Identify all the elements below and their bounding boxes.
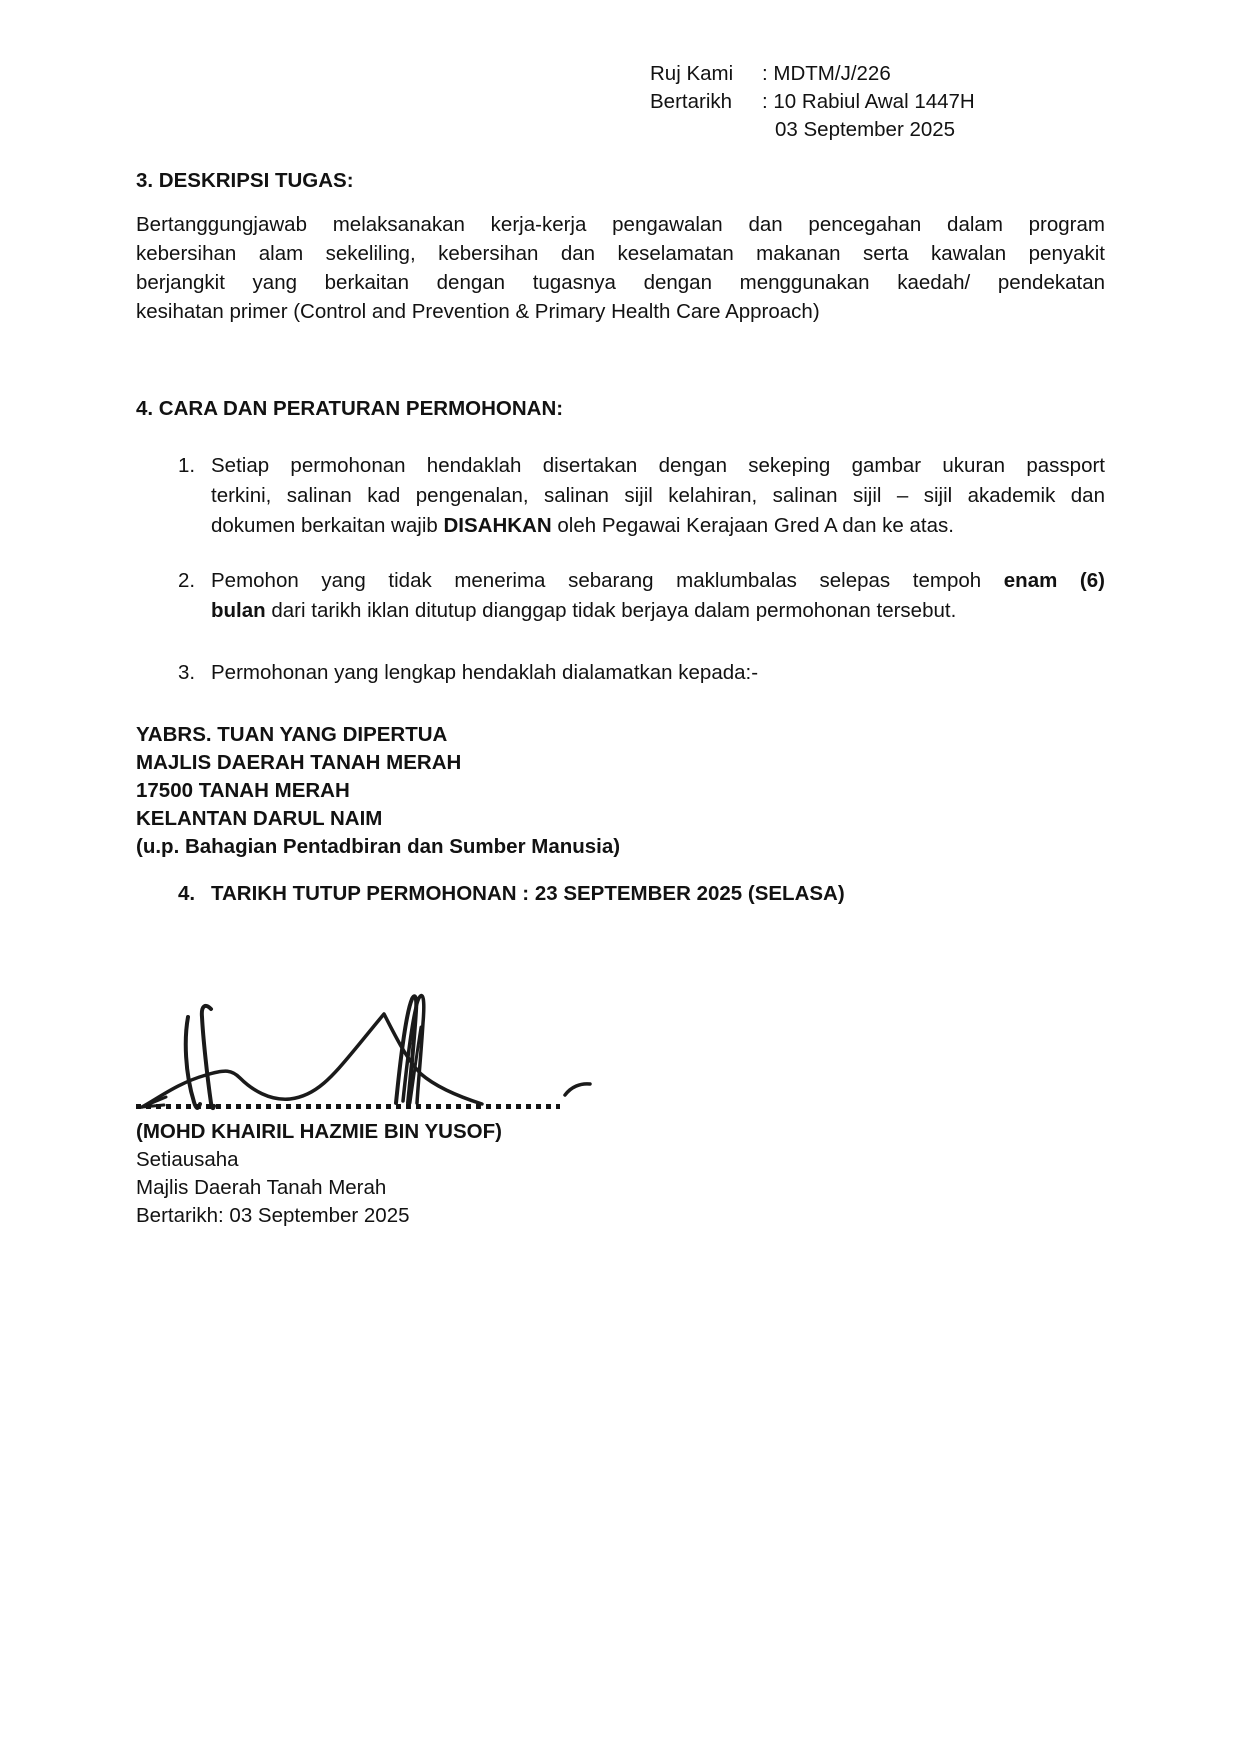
mailing-address-block — [136, 721, 1046, 861]
list-item-3-number: 3. — [178, 661, 196, 684]
list-item-3 — [136, 658, 1105, 688]
ruj-kami-row — [650, 60, 1105, 88]
list-item-2-text — [211, 566, 1105, 626]
ruj-kami-label: Ruj Kami — [650, 62, 734, 85]
text-line: terkini, salinan kad pengenalan, salinan sijil kelahiran, salinan sijil – sijil akademik dan — [211, 484, 1105, 507]
text-line: (u.p. Bahagian Pentadbiran dan Sumber Manusia) — [136, 835, 621, 858]
gregorian-date-row — [650, 116, 1105, 144]
text-line: berjangkit yang berkaitan dengan tugasnya dengan menggunakan kaedah/ pendekatan — [136, 271, 1105, 294]
signatory-block — [136, 1118, 1105, 1230]
signatory-title: Setiausaha — [136, 1148, 239, 1171]
text-line: KELANTAN DARUL NAIM — [136, 807, 383, 830]
bertarikh-row — [650, 88, 1105, 116]
text-line: kebersihan alam sekeliling, kebersihan dan keselamatan makanan serta kawalan penyakit — [136, 242, 1105, 265]
text-line: YABRS. TUAN YANG DIPERTUA — [136, 723, 448, 746]
list-item-3-text — [211, 658, 1105, 688]
gregorian-date-spacer — [650, 116, 762, 144]
list-item-2 — [136, 566, 1105, 626]
section4-heading: 4. CARA DAN PERATURAN PERMOHONAN: — [136, 397, 564, 420]
signature-area — [136, 953, 1105, 1111]
text-line: Bertanggungjawab melaksanakan kerja-kerja pengawalan dan pencegahan dalam program — [136, 213, 1105, 236]
text-line: Permohonan yang lengkap hendaklah dialamatkan kepada:- — [211, 661, 759, 684]
list-item-1-number: 1. — [178, 454, 196, 477]
text-line: dokumen berkaitan wajib DISAHKAN oleh Pegawai Kerajaan Gred A dan ke atas. — [211, 514, 954, 537]
signatory-date: Bertarikh: 03 September 2025 — [136, 1204, 410, 1227]
closing-date-item — [136, 879, 1105, 909]
text-line: Pemohon yang tidak menerima sebarang maklumbalas selepas tempoh enam (6) — [211, 569, 1105, 592]
handwritten-signature — [130, 953, 600, 1113]
signatory-name: (MOHD KHAIRIL HAZMIE BIN YUSOF) — [136, 1120, 502, 1143]
section3-paragraph — [136, 210, 1105, 326]
list-item-1-text — [211, 451, 1105, 541]
gregorian-date-value: 03 September 2025 — [775, 118, 956, 141]
closing-date-text: TARIKH TUTUP PERMOHONAN : 23 SEPTEMBER 2025 (SELASA) — [211, 882, 845, 905]
list-item-2-number: 2. — [178, 569, 196, 592]
list-item-1 — [136, 451, 1105, 541]
signatory-organization: Majlis Daerah Tanah Merah — [136, 1176, 387, 1199]
section3-heading: 3. DESKRIPSI TUGAS: — [136, 169, 354, 192]
text-line: kesihatan primer (Control and Prevention & Primary Health Care Approach) — [136, 300, 820, 323]
closing-date-number: 4. — [178, 882, 196, 905]
text-line: Setiap permohonan hendaklah disertakan dengan sekeping gambar ukuran passport — [211, 454, 1105, 477]
bertarikh-value: : 10 Rabiul Awal 1447H — [762, 90, 975, 113]
ruj-kami-value: : MDTM/J/226 — [762, 62, 891, 85]
text-line: MAJLIS DAERAH TANAH MERAH — [136, 751, 462, 774]
text-line: 17500 TANAH MERAH — [136, 779, 350, 802]
text-line: bulan dari tarikh iklan ditutup dianggap tidak berjaya dalam permohonan tersebut. — [211, 599, 957, 622]
header-reference-block — [650, 60, 1105, 144]
signature-dotted-line — [136, 1104, 560, 1109]
bertarikh-label: Bertarikh — [650, 90, 733, 113]
